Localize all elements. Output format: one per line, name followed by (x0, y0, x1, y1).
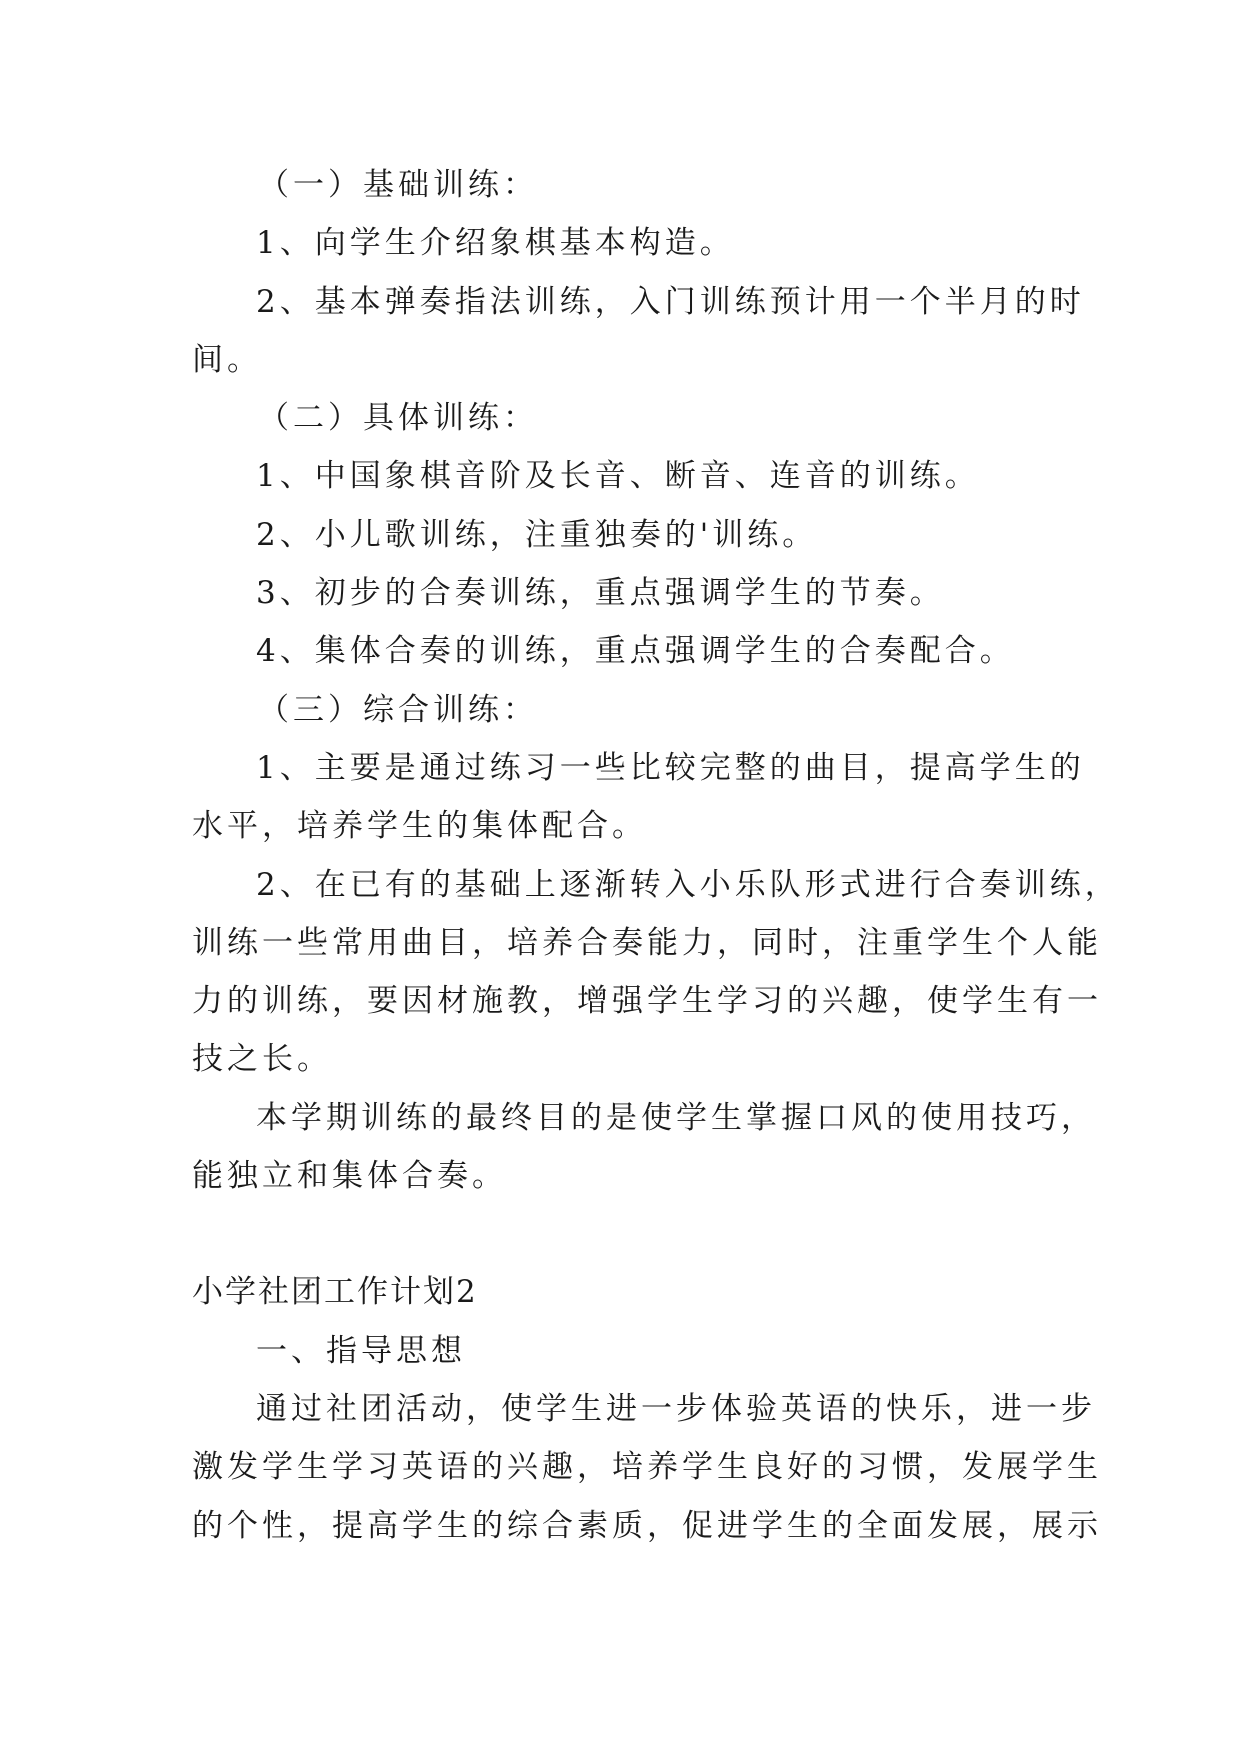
section-three-heading: （三）综合训练： (258, 691, 538, 728)
section-three-item-2-line-1: 2、在已有的基础上逐渐转入小乐队形式进行合奏训练， (256, 866, 1120, 903)
plan-2-title: 小学社团工作计划2 (192, 1274, 478, 1311)
goal-line-1: 本学期训练的最终目的是使学生掌握口风的使用技巧， (256, 1099, 1096, 1136)
plan-2-paragraph-line-2: 激发学生学习英语的兴趣，培养学生良好的习惯，发展学生 (192, 1449, 1102, 1486)
section-two-item-1: 1、中国象棋音阶及长音、断音、连音的训练。 (256, 458, 980, 495)
section-two-item-2: 2、小儿歌训练，注重独奏的'训练。 (256, 516, 818, 553)
section-one-item-2-line-2: 间。 (192, 341, 262, 378)
plan-2-paragraph-line-1: 通过社团活动，使学生进一步体验英语的快乐，进一步 (256, 1390, 1096, 1427)
section-two-item-3: 3、初步的合奏训练，重点强调学生的节奏。 (256, 575, 945, 612)
section-one-item-2-line-1: 2、基本弹奏指法训练，入门训练预计用一个半月的时 (256, 283, 1085, 320)
section-three-item-1-line-2: 水平，培养学生的集体配合。 (192, 808, 647, 845)
goal-line-2: 能独立和集体合奏。 (192, 1158, 507, 1195)
section-one-heading: （一）基础训练： (258, 167, 538, 203)
section-two-heading: （二）具体训练： (258, 400, 538, 437)
section-two-item-4: 4、集体合奏的训练，重点强调学生的合奏配合。 (256, 633, 1015, 670)
section-one-item-1: 1、向学生介绍象棋基本构造。 (256, 225, 735, 262)
section-three-item-1-line-1: 1、主要是通过练习一些比较完整的曲目，提高学生的 (256, 749, 1085, 786)
section-three-item-2-line-2: 训练一些常用曲目，培养合奏能力，同时，注重学生个人能 (192, 924, 1102, 961)
paragraph-gap (192, 1205, 1070, 1263)
document-body (192, 156, 1120, 1555)
section-three-item-2-line-3: 力的训练，要因材施教，增强学生学习的兴趣，使学生有一 (192, 983, 1102, 1020)
plan-2-paragraph-line-3: 的个性，提高学生的综合素质，促进学生的全面发展，展示 (192, 1507, 1102, 1544)
section-three-item-2-line-4: 技之长。 (192, 1041, 332, 1078)
plan-2-heading: 一、指导思想 (256, 1332, 466, 1369)
